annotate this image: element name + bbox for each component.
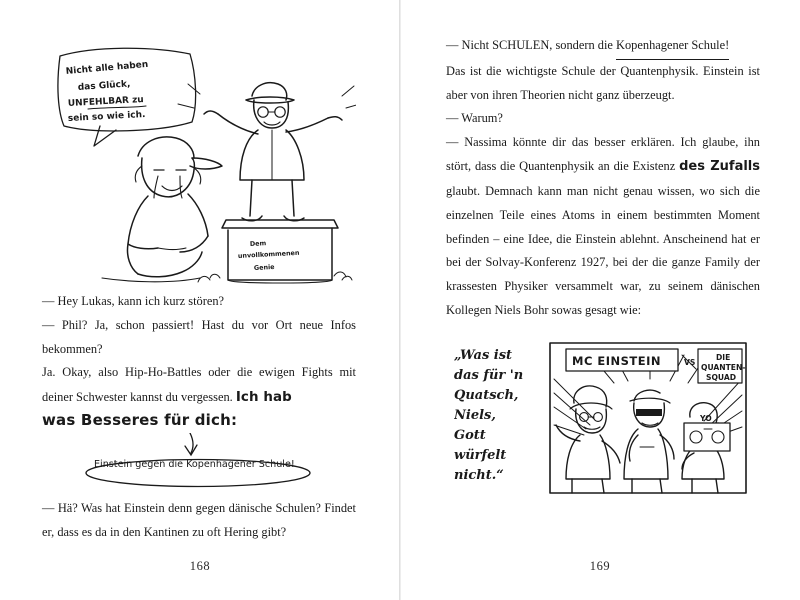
svg-text:DIE: DIE — [716, 352, 731, 362]
svg-text:QUANTEN-: QUANTEN- — [701, 362, 746, 372]
svg-text:Quatsch,: Quatsch, — [454, 387, 519, 403]
squad-label — [698, 349, 746, 383]
callout-arrow-and-oval — [42, 433, 356, 489]
quote-handwritten — [454, 348, 523, 483]
dialogue-text: — Warum? — [446, 111, 503, 125]
svg-text:das Glück,: das Glück, — [77, 79, 131, 93]
svg-text:VS: VS — [684, 357, 696, 367]
dialogue-text: — Hä? Was hat Einstein denn gegen dänische Schulen? Findet er, dass es da in den Kantinen zu oft Hering gibt? — [42, 501, 356, 539]
svg-text:„Was ist: „Was ist — [454, 347, 513, 363]
svg-text:würfelt: würfelt — [454, 447, 507, 463]
dialogue-text: Ja. Okay, also Hip-Ho-Battles oder die ewigen Fights mit deiner Schwester kannst du vergessen. — [42, 365, 356, 405]
paragraph-part-2: glaubt. Demnach kann man nicht genau wissen, wo sich die einzelnen Teile eines Atoms in einem bestimmten Moment befinden – eine Idee, die Einstein ablehnt. Anscheinend hat er bei der Solvay-Konferenz 1927, bei der die ganze Family der krassesten Physiker versammelt war, zu seinem dänischen Kollegen Niels Bohr sowas gesagt wie: — [446, 184, 760, 318]
handwritten-headline: was Besseres für dich: — [42, 410, 238, 429]
illustration-left — [42, 34, 356, 284]
poster-title-text: MC EINSTEIN — [572, 353, 662, 368]
svg-text:UNFEHLBAR zu: UNFEHLBAR zu — [67, 95, 144, 109]
paragraph-part-1: — Nassima könnte dir das besser erklären. Ich glaube, ihn stört, dass die Quantenphysik an die Existenz — [446, 135, 760, 174]
dialogue-warum — [446, 107, 760, 131]
dialogue-kopenhagener — [446, 34, 760, 60]
paragraph-nassima — [446, 131, 760, 323]
svg-text:Genie: Genie — [253, 262, 275, 272]
page-right — [400, 0, 800, 600]
svg-text:SQUAD: SQUAD — [706, 372, 737, 382]
dialogue-text: — Phil? Ja, schon passiert! Hast du vor Ort neue Infos bekommen? — [42, 318, 356, 356]
svg-text:Nicht alle haben: Nicht alle haben — [65, 59, 149, 77]
folio-left: 168 — [189, 559, 211, 573]
folio-right: 169 — [589, 559, 611, 573]
paragraph-quantenphysik: Das ist die wichtigste Schule der Quantenphysik. Einstein ist aber von ihren Theorien nicht ganz überzeugt. — [446, 63, 760, 102]
arrow-icon — [185, 433, 197, 455]
handwritten-zufall: des Zufalls — [679, 159, 760, 175]
svg-text:Gott: Gott — [454, 427, 486, 443]
svg-text:Niels,: Niels, — [454, 407, 496, 423]
dialogue-line-2 — [42, 314, 356, 362]
svg-text:nicht.“: nicht.“ — [454, 467, 504, 483]
confident-figure — [178, 83, 356, 221]
vs-label — [682, 355, 696, 369]
dialogue-line-3 — [42, 361, 356, 411]
dialogue-text: — Nicht SCHULEN, sondern die — [446, 38, 616, 52]
page-gutter — [399, 0, 401, 600]
dialogue-line-1 — [42, 290, 356, 314]
svg-text:Dem: Dem — [249, 239, 267, 248]
handwritten-emphasis: Ich hab — [235, 390, 292, 406]
boombox-label: YO — [700, 413, 712, 423]
callout-label: Einstein gegen die Kopenhagener Schule! — [94, 458, 295, 470]
dialogue-line-4 — [42, 497, 356, 545]
svg-text:unvollkommenen: unvollkommenen — [237, 248, 300, 260]
poster-title-banner — [566, 349, 678, 371]
illustration-right — [454, 329, 754, 511]
dialogue-text: — Hey Lukas, kann ich kurz stören? — [42, 294, 224, 308]
crying-boy-figure — [102, 137, 222, 282]
svg-text:das für 'n: das für 'n — [454, 367, 524, 383]
underlined-term: Kopenhagener Schule! — [616, 34, 729, 60]
svg-text:sein so wie ich.: sein so wie ich. — [67, 109, 146, 124]
